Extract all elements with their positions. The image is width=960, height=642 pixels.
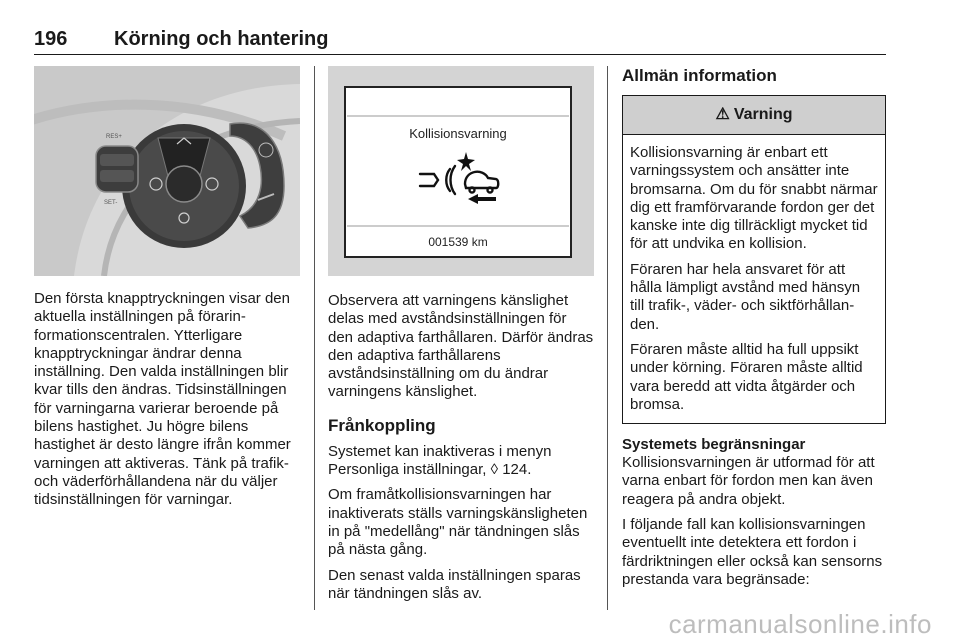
- warning-icon: ⚠: [715, 105, 730, 123]
- warning-paragraph: Föraren har hela ansvaret för att hålla lämpligt avstånd med hänsyn till trafik-, väder- och siktförhållanden.: [630, 260, 861, 333]
- section-heading: Frånkoppling: [328, 415, 436, 435]
- column-right: [622, 66, 886, 596]
- chapter-title: Körning och hantering: [114, 28, 329, 50]
- column-middle: [328, 292, 594, 610]
- warning-box: [622, 95, 886, 424]
- column-left: [34, 290, 300, 517]
- warning-body: [623, 135, 885, 423]
- paragraph: Kollisionsvarningen är utformad för att varna enbart för fordon men kan även reagera på andra objekt.: [622, 454, 875, 508]
- column-divider: [314, 66, 315, 610]
- page-header: [34, 28, 886, 55]
- odometer-readout: 001539 km: [428, 235, 488, 249]
- cluster-title: Kollisionsvarning: [409, 126, 507, 141]
- warning-header: [623, 96, 885, 135]
- cluster-display-figure: [328, 66, 594, 276]
- paragraph: Den senast valda inställningen sparas när tändningen slås av.: [328, 566, 581, 602]
- watermark: carmanualsonline.info: [668, 609, 932, 639]
- subsection-heading: Systemets begränsningar: [622, 436, 806, 454]
- set-label: SET-: [104, 200, 118, 206]
- res-label: RES+: [106, 134, 122, 140]
- paragraph: [328, 443, 594, 480]
- section-heading: Allmän information: [622, 66, 777, 85]
- page-reference-number[interactable]: 124.: [498, 461, 532, 479]
- steering-wheel-figure: [34, 66, 300, 276]
- warning-paragraph: Kollisionsvarning är enbart ett varningssystem och ansätter inte bromsarna. Om du för snabbt närmar dig ett framförvarande fordon ger det kanske inte dig tillräckligt mycket tid för att undvika en kollision.: [630, 144, 878, 253]
- paragraph: Om framåtkollisionsvarningen har inaktiverats ställs varningskänsligheten in på "medellång" när tändningen slås på nästa gång.: [328, 486, 588, 559]
- page-number: 196: [34, 28, 68, 50]
- column-divider: [607, 66, 608, 610]
- paragraph-text: Systemet kan inaktiveras i menyn Personliga inställningar,: [328, 442, 552, 479]
- page-reference-icon[interactable]: ◊: [490, 461, 499, 479]
- warning-paragraph: Föraren måste alltid ha full uppsikt under körning. Föraren måste alltid vara beredd att vidta åtgärder och bromsa.: [630, 340, 863, 413]
- paragraph: Observera att varningens känslighet delas med avståndsinställningen för den adaptiva farthållaren. Därför ändras den adaptiva farthållarens avståndsinställning om du ändrar varningens känslighet.: [328, 292, 594, 401]
- warning-title: Varning: [733, 105, 793, 123]
- paragraph: Den första knapptryckningen visar den aktuella inställningen på förarinformationscentralen. Ytterligare knapptryckningar ändrar denna inställning. Den valda inställningen blir kvar tills den ändras. Tidsinställningen för varningarna varierar beroende på bilens hastighet. Ju högre bilens hastighet är desto längre ifrån kommer varningen att aktiveras. Tänk på trafik- och väderförhållandena när du väljer tidsinställningen för varningar.: [34, 290, 291, 509]
- paragraph: I följande fall kan kollisionsvarningen eventuellt inte detektera ett fordon i färdriktningen eller också kan sensorns prestanda vara begränsade:: [622, 516, 883, 588]
